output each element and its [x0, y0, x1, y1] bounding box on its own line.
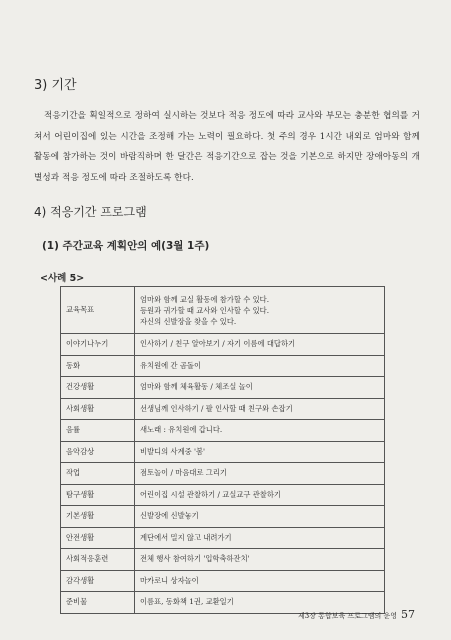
page-number: 57: [401, 608, 415, 621]
row-label: 건강생활: [61, 377, 135, 399]
row-label: 탐구생활: [61, 484, 135, 506]
table-row: [61, 334, 385, 356]
row-content: 점토놀이 / 마음대로 그리기: [135, 463, 385, 485]
row-label: 이야기나누기: [61, 334, 135, 356]
sub-subsection-title: (1) 주간교육 계획안의 예(3월 1주): [42, 240, 210, 252]
table-row: [61, 549, 385, 571]
row-content: 선생님께 인사하기 / 팔 인사할 때 친구와 손잡기: [135, 398, 385, 420]
row-label: 사회적응훈련: [61, 549, 135, 571]
weekly-plan-table: [60, 286, 385, 614]
row-content: 엄마와 함께 체육활동 / 체조실 놀이: [135, 377, 385, 399]
row-label: 사회생활: [61, 398, 135, 420]
row-content: 비발디의 사계중 '봄': [135, 441, 385, 463]
row-content: 전체 행사 참여하기 '입학축하잔치': [135, 549, 385, 571]
table-row: [61, 570, 385, 592]
row-label: 감각생활: [61, 570, 135, 592]
row-content: 신발장에 신발놓기: [135, 506, 385, 528]
row-content: 마카로니 상자놀이: [135, 570, 385, 592]
row-content: 이름표, 동화책 1권, 교환일기: [135, 592, 385, 614]
table-row: [61, 441, 385, 463]
table-row: [61, 420, 385, 442]
table-row: [61, 398, 385, 420]
section-title: 3) 기간: [34, 78, 77, 93]
table-row: [61, 506, 385, 528]
row-label: 음악감상: [61, 441, 135, 463]
row-content: 유치원에 간 곰돌이: [135, 355, 385, 377]
row-label: 동화: [61, 355, 135, 377]
row-content: 어린이집 시설 관찰하기 / 교실교구 관찰하기: [135, 484, 385, 506]
goal-cell: [135, 287, 385, 334]
table-row: [61, 484, 385, 506]
table-row: [61, 527, 385, 549]
goal-line: 엄마와 함께 교실 활동에 참가할 수 있다.: [140, 294, 270, 304]
goal-label: 교육목표: [61, 287, 135, 334]
table-row: [61, 463, 385, 485]
subsection-title: 4) 적응기간 프로그램: [34, 205, 147, 219]
row-content: 인사하기 / 친구 알아보기 / 자기 이름에 대답하기: [135, 334, 385, 356]
table-row: [61, 377, 385, 399]
table-row: [61, 355, 385, 377]
row-label: 기본생활: [61, 506, 135, 528]
row-label: 준비물: [61, 592, 135, 614]
page-footer: [298, 608, 415, 621]
body-paragraph: 적응기간을 획일적으로 정하여 실시하는 것보다 적응 정도에 따라 교사와 부모는 충분한 협의를 거쳐서 어린이집에 있는 시간을 조정해 가는 노력이 필요하다. 첫 주의 경우 1시간 내외로 엄마와 함께 활동에 참가하는 것이 바람직하며 한 달간은 적응기간으로 잡는 것을 기본으로 하지만 장애아동의 개별성과 적응 정도에 따라 조절하도록 한다.: [34, 111, 420, 183]
row-label: 작업: [61, 463, 135, 485]
case-label: <사례 5>: [40, 273, 85, 284]
goal-line: 자신의 신발장을 찾을 수 있다.: [140, 316, 237, 326]
row-label: 안전생활: [61, 527, 135, 549]
row-label: 음률: [61, 420, 135, 442]
goal-line: 등원과 귀가할 때 교사와 인사할 수 있다.: [140, 305, 270, 315]
goal-row: [61, 287, 385, 334]
row-content: 새노래 : 유치원에 갑니다.: [135, 420, 385, 442]
row-content: 계단에서 밀지 않고 내려가기: [135, 527, 385, 549]
footer-chapter: 제3장 통합보육 프로그램의 운영: [297, 612, 397, 620]
